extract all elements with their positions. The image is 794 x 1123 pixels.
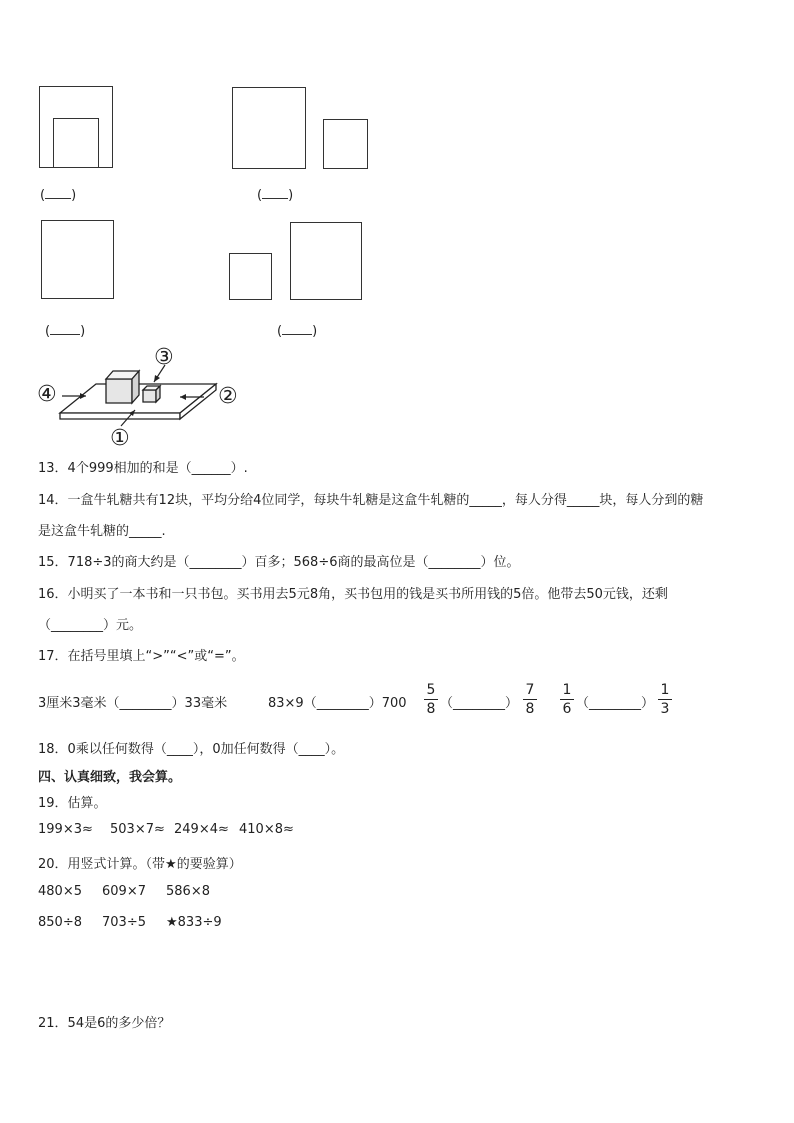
estimate-item-3: 249×4≈ (174, 822, 229, 837)
answer-paren-4: ( ) (277, 324, 318, 339)
small-cube-front (143, 390, 156, 402)
figure-2-small-square (323, 119, 368, 169)
figure-2-large-square (232, 87, 306, 169)
big-cube-front (106, 379, 132, 403)
answer-paren-2: ( ) (257, 188, 294, 203)
figure-4-small-square (229, 253, 272, 300)
calc-item-3: 586×8 (166, 884, 210, 899)
label-three: ③ (154, 345, 174, 370)
estimate-item-1: 199×3≈ (38, 822, 93, 837)
cubes-view-diagram (34, 344, 246, 450)
calc-item-5: 703÷5 (102, 915, 146, 930)
question-14-line-2: 是这盒牛轧糖的_____. (38, 524, 166, 539)
calc-item-4: 850÷8 (38, 915, 82, 930)
fraction-1-6: $\frac{1}{6}$ (560, 682, 574, 717)
section-4-heading: 四、认真细致，我会算。 (38, 770, 182, 785)
fraction-1-3: $\frac{1}{3}$ (658, 682, 672, 717)
board-front (60, 413, 180, 419)
label-two: ② (218, 384, 238, 409)
calc-item-6: ★833÷9 (166, 915, 222, 930)
question-20-title: 20．用竖式计算。（带★的要验算） (38, 857, 242, 872)
question-19-title: 19．估算。 (38, 796, 107, 811)
question-14-line-1: 14．一盒牛轧糖共有12块，平均分给4位同学，每块牛轧糖是这盒牛轧糖的_____，每人分得_____块，每人分到的糖 (38, 493, 704, 508)
figure-1-inner-square (53, 118, 99, 168)
question-17-item-1: 3厘米3毫米（________）33毫米 (38, 696, 228, 711)
question-15: 15．718÷3的商大约是（________）百多；568÷6商的最高位是（________）位。 (38, 555, 520, 570)
estimate-item-4: 410×8≈ (239, 822, 294, 837)
question-17-title: 17．在括号里填上“>”“<”或“=”。 (38, 649, 245, 664)
question-18: 18．0乘以任何数得（____），0加任何数得（____）。 (38, 742, 345, 757)
question-17-item-2: 83×9（________）700 (268, 696, 407, 711)
figure-4-large-square (290, 222, 362, 300)
label-one: ① (110, 426, 130, 451)
question-17-blank-3: （________） (440, 696, 519, 711)
calc-item-2: 609×7 (102, 884, 146, 899)
answer-paren-3: ( ) (45, 324, 86, 339)
fraction-7-8: $\frac{7}{8}$ (523, 682, 537, 717)
question-21: 21．54是6的多少倍？ (38, 1016, 171, 1031)
question-13: 13．4个999相加的和是（______）. (38, 461, 248, 476)
question-16-line-1: 16．小明买了一本书和一只书包。买书用去5元8角，买书包用的钱是买书所用钱的5倍。他带去50元钱，还剩 (38, 587, 668, 602)
estimate-item-2: 503×7≈ (110, 822, 165, 837)
calc-item-1: 480×5 (38, 884, 82, 899)
question-16-line-2: （________）元。 (38, 618, 143, 633)
figure-3-square (41, 220, 114, 299)
fraction-5-8: $\frac{5}{8}$ (424, 682, 438, 717)
question-17-blank-4: （________） (576, 696, 655, 711)
label-four: ④ (37, 382, 57, 407)
answer-paren-1: ( ) (40, 188, 77, 203)
